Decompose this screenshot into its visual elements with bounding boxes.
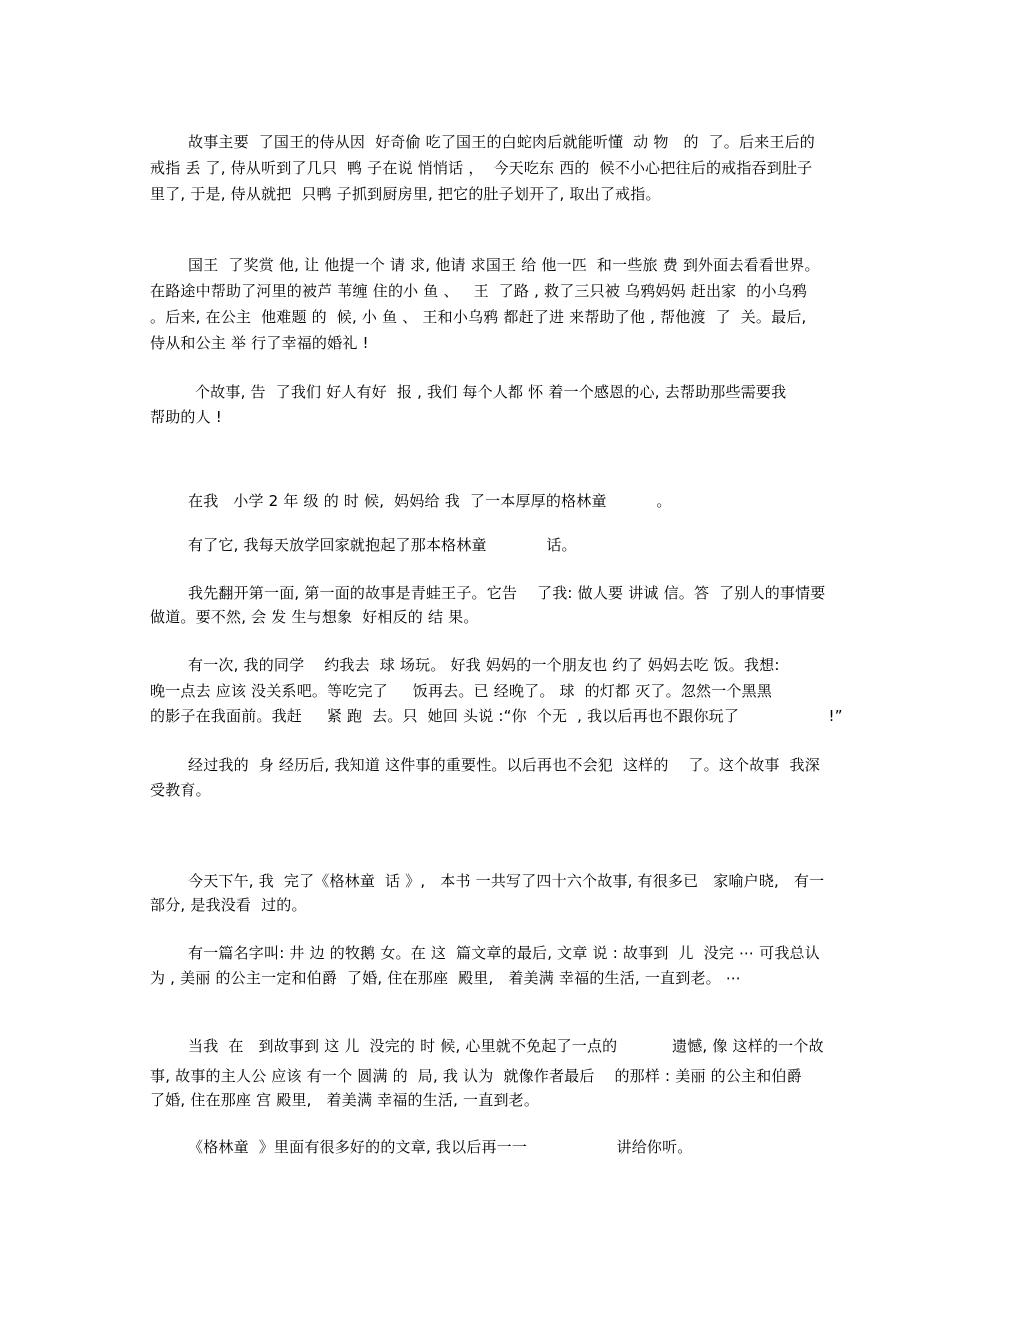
text-line: 故事主要 了国王的侍从因 好奇偷 吃了国王的白蛇肉后就能听懂 动 物 的 了。后来王后的: [188, 133, 815, 151]
text-line: 今天下午, 我 完了《格林童 话 》, 本书 一共写了四十六个故事, 有很多已 家喻户晓, 有一: [188, 872, 825, 890]
text-line: 。后来, 在公主 他难题 的 候, 小 鱼 、 王和小乌鸦 都赶了进 来帮助了他 , 帮他渡 了 关。最后,: [150, 308, 807, 326]
text-line: 了婚, 住在那座 宫 殿里, 着美满 幸福的生活, 一直到老。: [150, 1091, 540, 1109]
text-line: 在路途中帮助了河里的被芦 苇缠 住的小 鱼 、 王 了路 , 救了三只被 乌鸦妈妈 赶出家 的小乌鸦: [150, 282, 808, 300]
text-line: 在我 小学 2 年 级 的 时 候, 妈妈给 我 了一本厚厚的格林童 。: [188, 492, 672, 510]
text-line: 有一篇名字叫: 井 边 的牧鹅 女。在 这 篇文章的最后, 文章 说 : 故事到 儿 没完 ⋯ 可我总认: [188, 944, 820, 962]
text-line: 帮助的人 !: [150, 408, 222, 426]
text-line: 当我 在 到故事到 这 儿 没完的 时 候, 心里就不免起了一点的 遗憾, 像 这样的一个故: [188, 1037, 824, 1055]
text-line: 事, 故事的主人公 应该 有一个 圆满 的 局, 我 认为 就像作者最后 的那样 : 美丽 的公主和伯爵: [150, 1067, 802, 1085]
text-line: 晚一点去 应该 没关系吧。等吃完了 饭再去。已 经晚了。 球 的灯都 灭了。忽然一个黑黑: [150, 682, 773, 700]
text-line: 部分, 是我没看 过的。: [150, 896, 307, 914]
text-line: 个故事, 告 了我们 好人有好 报 , 我们 每个人都 怀 着一个感恩的心, 去帮助那些需要我: [190, 383, 787, 401]
text-line: 里了, 于是, 侍从就把 只鸭 子抓到厨房里, 把它的肚子划开了, 取出了戒指。: [150, 185, 661, 203]
text-line: 经过我的 身 经历后, 我知道 这件事的重要性。以后再也不会犯 这样的 了。这个故事 我深: [188, 756, 820, 774]
text-line: 做道。要不然, 会 发 生与想象 好相反的 结 果。: [150, 608, 479, 626]
text-line: 有一次, 我的同学 约我去 球 场玩。 好我 妈妈的一个朋友也 约了 妈妈去吃 饭。我想:: [188, 656, 780, 674]
text-line: 戒指 丢 了, 侍从听到了几只 鸭 子在说 悄悄话 ， 今天吃东 西的 候不小心把往后的戒指吞到肚子: [150, 159, 813, 177]
text-line: 为 , 美丽 的公主一定和伯爵 了婚, 住在那座 殿里, 着美满 幸福的生活, 一直到老。 ⋯: [150, 969, 742, 987]
text-line: 国王 了奖赏 他, 让 他提一个 请 求, 他请 求国王 给 他一匹 和一些旅 费 到外面去看看世界。: [188, 256, 820, 274]
text-line: 侍从和公主 举 行了幸福的婚礼 !: [150, 334, 369, 352]
text-line: 有了它, 我每天放学回家就抱起了那本格林童 话。: [188, 536, 577, 554]
text-line: 的影子在我面前。我赶 紧 跑 去。只 她回 头说 :“你 个无 , 我以后再也不跟你玩了 !”: [150, 707, 843, 725]
text-line: 《格林童 》里面有很多好的的文章, 我以后再一一 讲给你听。: [188, 1138, 693, 1156]
text-line: 我先翻开第一面, 第一面的故事是青蛙王子。它告 了我: 做人要 讲诚 信。答 了别人的事情要: [188, 584, 826, 602]
text-line: 受教育。: [150, 781, 211, 799]
